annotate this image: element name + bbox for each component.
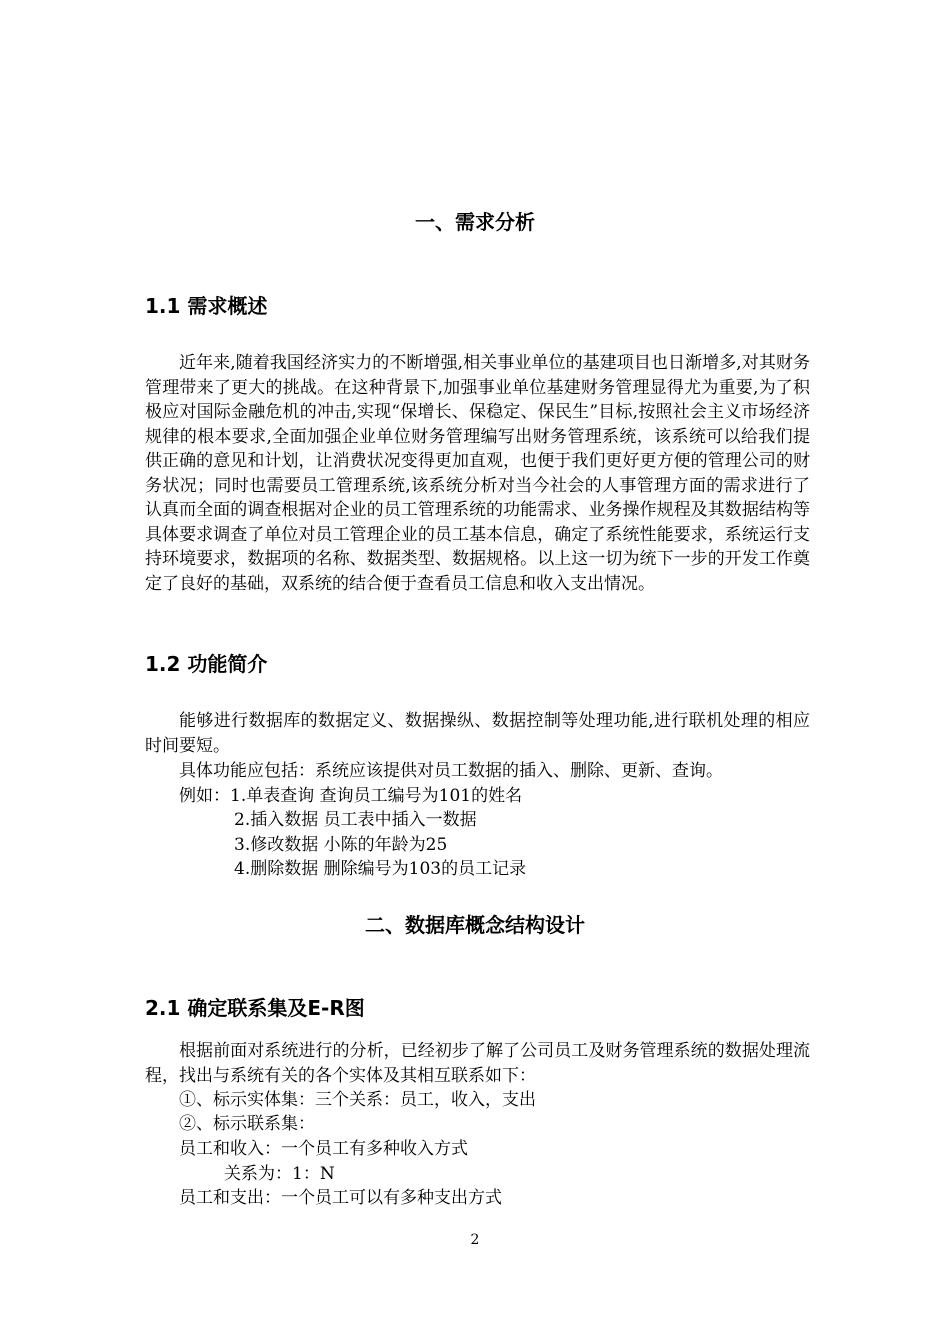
paragraph-1-1: 近年来,随着我国经济实力的不断增强,相关事业单位的基建项目也日渐增多,对其财务管理带来了更大的挑战。在这种背景下,加强事业单位基建财务管理显得尤为重要,为了积极应对国际金融危机的冲击,实现“保增长、保稳定、保民生”目标,按照社会主义市场经济规律的根本要求,全面加强企业单位财务管理编写出财务管理系统，该系统可以给我们提供正确的意见和计划，让消费状况变得更加直观，也便于我们更好更方便的管理公司的财务状况；同时也需要员工管理系统,该系统分析对当今社会的人事管理方面的需求进行了认真而全面的调查根据对企业的员工管理系统的功能需求、业务操作规程及其数据结构等具体要求调查了单位对员工管理企业的员工基本信息，确定了系统性能要求，系统运行支持环境要求，数据项的名称、数据类型、数据规格。以上这一切为统下一步的开发工作奠定了良好的基础，双系统的结合便于查看员工信息和收入支出情况。 xyxy=(145,353,810,594)
employee-income-line: 员工和收入：一个员工有多种收入方式 xyxy=(179,1139,468,1159)
employee-expense-line: 员工和支出：一个员工可以有多种支出方式 xyxy=(179,1188,502,1208)
paragraph-2-1: 根据前面对系统进行的分析，已经初步了解了公司员工及财务管理系统的数据处理流程，找出与系统有关的各个实体及其相互联系如下： xyxy=(145,1041,810,1086)
heading-1-1: 1.1 需求概述 xyxy=(145,294,268,318)
section-1-title: 一、需求分析 xyxy=(415,210,535,234)
example-4: 4.删除数据 删除编号为103的员工记录 xyxy=(234,859,527,879)
section-2-title: 二、数据库概念结构设计 xyxy=(365,913,585,937)
function-list-line: 具体功能应包括：系统应该提供对员工数据的插入、删除、更新、查询。 xyxy=(179,761,723,781)
paragraph-1-2: 能够进行数据库的数据定义、数据操纵、数据控制等处理功能,进行联机处理的相应时间要短。 xyxy=(145,711,810,756)
entity-set-line: ①、标示实体集：三个关系：员工，收入，支出 xyxy=(179,1090,536,1110)
example-1: 例如：1.单表查询 查询员工编号为101的姓名 xyxy=(179,786,523,806)
relation-cardinality-line: 关系为：1：N xyxy=(224,1164,335,1184)
heading-2-1: 2.1 确定联系集及E-R图 xyxy=(145,996,365,1020)
heading-1-2: 1.2 功能简介 xyxy=(145,652,268,676)
page-number: 2 xyxy=(470,1232,480,1248)
relation-set-line: ②、标示联系集： xyxy=(179,1114,315,1134)
example-2: 2.插入数据 员工表中插入一数据 xyxy=(234,810,477,830)
example-3: 3.修改数据 小陈的年龄为25 xyxy=(234,835,448,855)
